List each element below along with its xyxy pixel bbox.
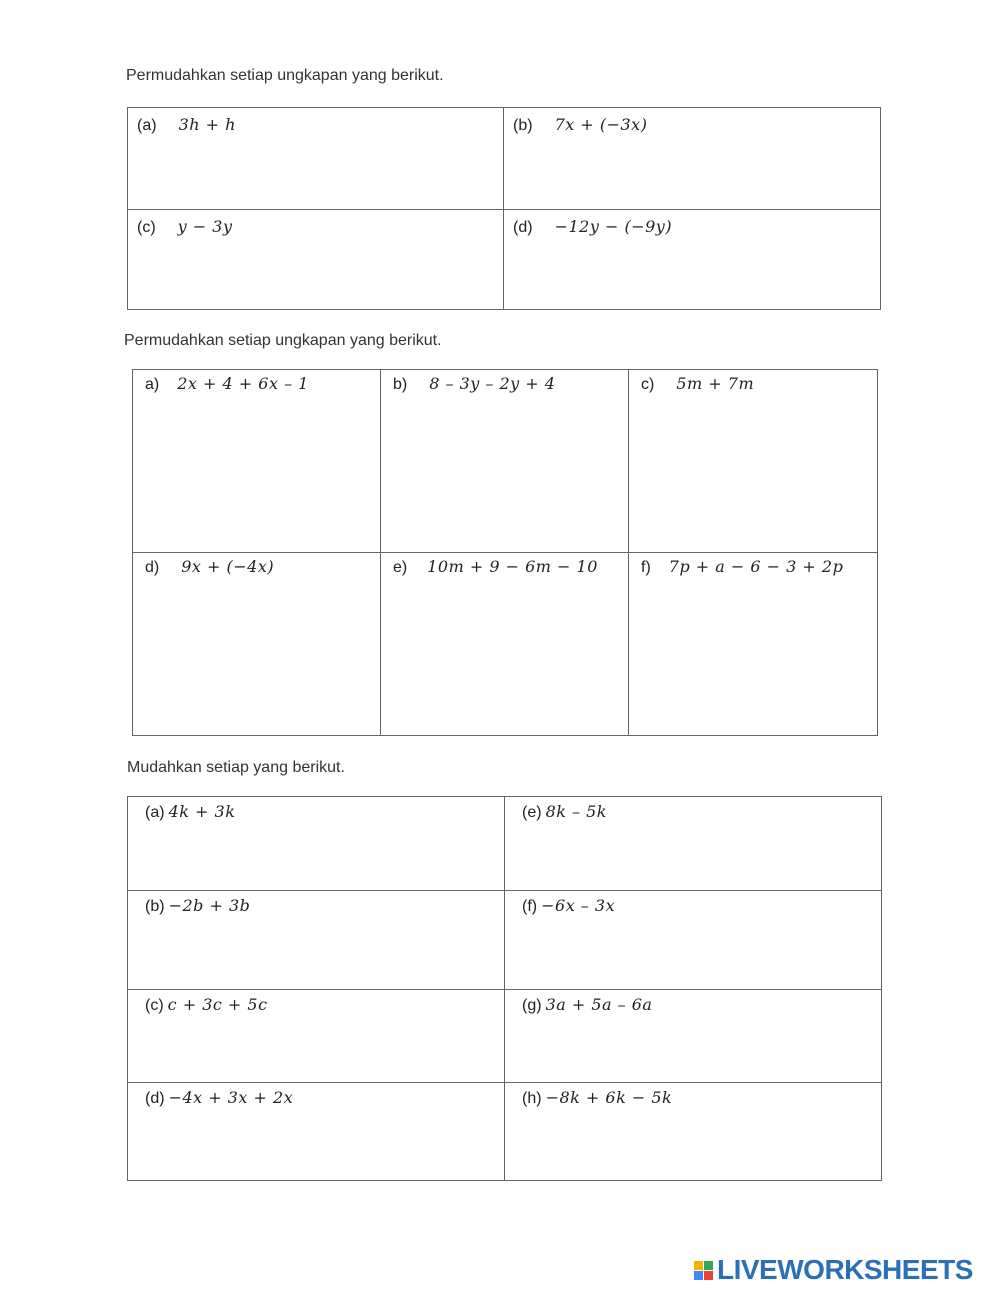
- answer-cell[interactable]: [128, 891, 505, 990]
- question-expression: −2b + 3b: [168, 896, 251, 915]
- section-2-heading: Permudahkan setiap ungkapan yang berikut.: [124, 332, 442, 349]
- answer-cell[interactable]: [629, 553, 878, 736]
- question-expression: 4k + 3k: [168, 802, 236, 821]
- question-label: (c): [145, 997, 164, 1014]
- question-label: (h): [522, 1090, 542, 1107]
- question-label: d): [145, 559, 160, 576]
- question-label: b): [393, 376, 408, 393]
- question-expression: −6x – 3x: [541, 896, 616, 915]
- liveworksheets-logo: [694, 1255, 973, 1285]
- question-label: (c): [137, 219, 156, 236]
- question-label: a): [145, 376, 160, 393]
- section-3-table: [127, 796, 882, 1181]
- answer-cell[interactable]: [128, 1083, 505, 1181]
- question-label: (d): [145, 1090, 165, 1107]
- question-label: e): [393, 559, 408, 576]
- question-expression: 7p + a − 6 − 3 + 2p: [668, 557, 844, 576]
- answer-cell[interactable]: [504, 210, 881, 310]
- answer-cell[interactable]: [629, 370, 878, 553]
- question-label: (e): [522, 804, 542, 821]
- question-label: (b): [513, 117, 533, 134]
- question-label: (d): [513, 219, 533, 236]
- question-expression: 9x + (−4x): [181, 557, 275, 576]
- answer-cell[interactable]: [505, 797, 882, 891]
- question-label: (a): [137, 117, 157, 134]
- section-1-heading: Permudahkan setiap ungkapan yang berikut.: [126, 67, 444, 84]
- answer-cell[interactable]: [133, 370, 381, 553]
- question-expression: −4x + 3x + 2x: [168, 1088, 294, 1107]
- answer-cell[interactable]: [128, 990, 505, 1083]
- question-expression: 8k – 5k: [545, 802, 607, 821]
- question-expression: −12y − (−9y): [554, 217, 673, 236]
- answer-cell[interactable]: [381, 553, 629, 736]
- question-expression: 8 – 3y – 2y + 4: [429, 374, 556, 393]
- answer-cell[interactable]: [505, 990, 882, 1083]
- liveworksheets-mark-icon: [694, 1261, 713, 1280]
- question-label: (a): [145, 804, 165, 821]
- mark-square: [704, 1261, 713, 1270]
- answer-cell[interactable]: [504, 108, 881, 210]
- answer-cell[interactable]: [133, 553, 381, 736]
- answer-cell[interactable]: [505, 891, 882, 990]
- answer-cell[interactable]: [381, 370, 629, 553]
- question-expression: 3a + 5a – 6a: [545, 995, 653, 1014]
- liveworksheets-brand: LIVEWORKSHEETS: [717, 1254, 973, 1285]
- question-label: c): [641, 376, 655, 393]
- question-expression: 7x + (−3x): [554, 115, 648, 134]
- question-expression: 2x + 4 + 6x – 1: [177, 374, 309, 393]
- question-expression: 3h + h: [178, 115, 236, 134]
- answer-cell[interactable]: [128, 108, 504, 210]
- mark-square: [704, 1271, 713, 1280]
- mark-square: [694, 1261, 703, 1270]
- answer-cell[interactable]: [128, 797, 505, 891]
- answer-cell[interactable]: [128, 210, 504, 310]
- question-label: (g): [522, 997, 542, 1014]
- question-expression: 10m + 9 − 6m − 10: [427, 557, 598, 576]
- section-1-table: [127, 107, 881, 310]
- question-expression: −8k + 6k − 5k: [545, 1088, 673, 1107]
- question-expression: 5m + 7m: [676, 374, 755, 393]
- question-expression: c + 3c + 5c: [167, 995, 268, 1014]
- question-label: f): [641, 559, 651, 576]
- mark-square: [694, 1271, 703, 1280]
- question-expression: y − 3y: [177, 217, 233, 236]
- section-3-heading: Mudahkan setiap yang berikut.: [127, 759, 345, 776]
- question-label: (f): [522, 898, 538, 915]
- section-2-table: [132, 369, 878, 736]
- answer-cell[interactable]: [505, 1083, 882, 1181]
- question-label: (b): [145, 898, 165, 915]
